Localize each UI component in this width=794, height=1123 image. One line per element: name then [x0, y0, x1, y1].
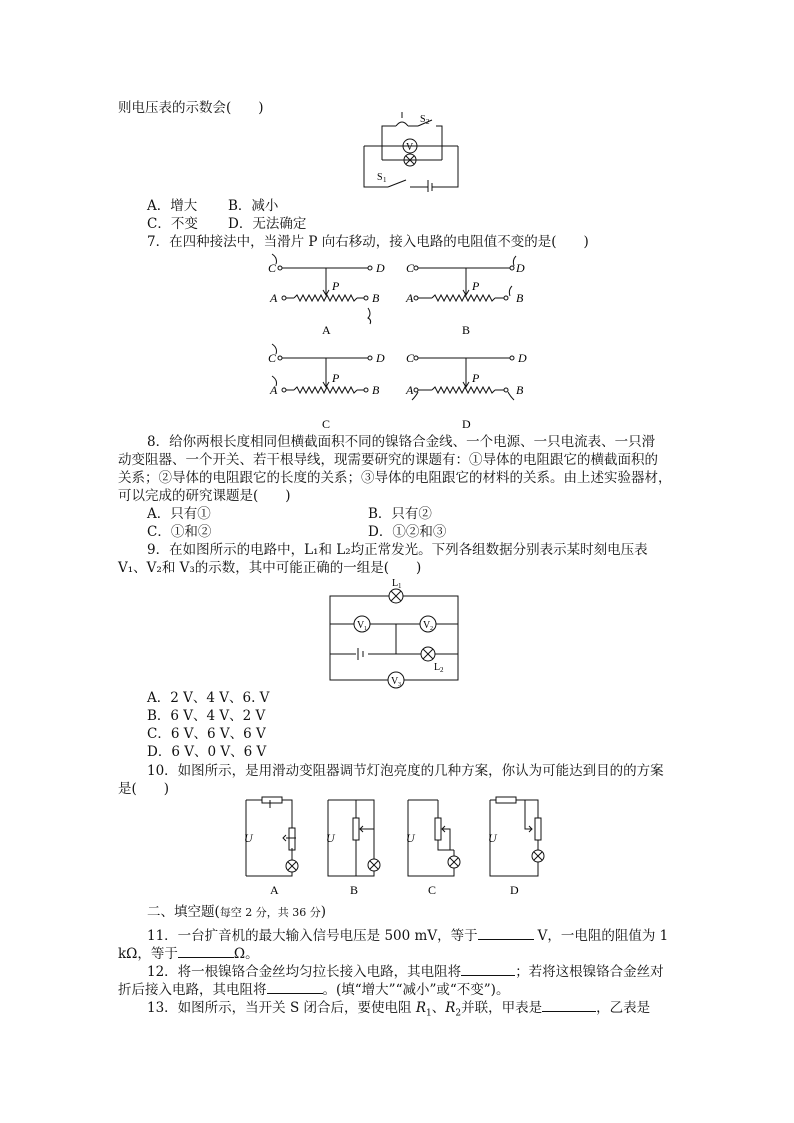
section-2-title: 二、填空题(	[147, 904, 220, 920]
q13-r1: R	[415, 1000, 426, 1016]
q9-l2-label: L	[434, 662, 441, 673]
q8-line-1: 8．给你两根长度相同但横截面积不同的镍铬合金线、一个电源、一只电流表、一只滑	[147, 434, 656, 450]
q13-r1-subscript: 1	[425, 1008, 432, 1019]
q12-line-2	[118, 979, 509, 999]
q11-text-c: kΩ，等于	[118, 946, 178, 962]
q10-caption-b: B	[350, 883, 359, 897]
q7-rheostat-diagrams	[264, 250, 534, 432]
q10-a-voltage-u: U	[244, 831, 253, 845]
q6-voltmeter-label: V	[406, 142, 414, 153]
q9-circuit-diagram	[326, 574, 466, 692]
q8-option-a: A．只有①	[147, 506, 211, 522]
q9-v3-subscript: 3	[398, 682, 401, 688]
q9-option-d: D．6 V、0 V、6 V	[147, 744, 267, 760]
q7-a-slider-p: P	[332, 279, 340, 293]
q7-b-terminal-a: A	[406, 291, 414, 305]
q7-d-terminal-c: C	[406, 351, 415, 365]
q9-option-c: C．6 V、6 V、6 V	[147, 726, 266, 742]
q13-line-1	[147, 997, 650, 1023]
q10-circuit-diagrams	[240, 794, 560, 898]
q8-line-4: 可以完成的研究课题是( )	[118, 488, 291, 504]
q6-s1-label: S	[377, 172, 383, 183]
q6-option-d: D．无法确定	[228, 216, 307, 232]
q12-blank-1[interactable]	[461, 961, 515, 976]
q8-line-3: 关系；②导体的电阻跟它的长度的关系；③导体的电阻跟它的材料的关系。由上述实验器材，	[118, 470, 672, 486]
q12-blank-2[interactable]	[267, 979, 323, 994]
q7-d-terminal-d: D	[518, 351, 527, 365]
q6-option-c: C．不变	[147, 216, 198, 232]
section-2-heading	[147, 903, 326, 922]
q7-c-terminal-a: A	[270, 383, 278, 397]
q6-option-b: B．减小	[228, 198, 279, 214]
q7-d-terminal-a: A	[406, 383, 414, 397]
q7-a-terminal-b: B	[372, 291, 380, 305]
q9-v3-label: V	[391, 676, 399, 687]
q9-option-b: B．6 V、4 V、2 V	[147, 708, 266, 724]
q9-v2-subscript: 2	[430, 626, 433, 632]
q6-s2-subscript: 2	[426, 118, 430, 126]
q13-text-c: ，乙表是	[596, 1000, 651, 1016]
q8-option-b: B．只有②	[368, 506, 432, 522]
q7-c-slider-p: P	[332, 371, 340, 385]
q7-c-terminal-b: B	[372, 383, 380, 397]
q9-v2-label: V	[423, 620, 431, 631]
q7-caption-d: D	[462, 417, 471, 431]
q9-l2-subscript: 2	[440, 666, 444, 674]
q13-separator: 、	[431, 1000, 446, 1016]
q9-l1-label: L	[392, 578, 399, 589]
q6-circuit-diagram	[360, 112, 464, 192]
q11-blank-2[interactable]	[178, 943, 234, 958]
q6-s1-subscript: 1	[383, 176, 387, 184]
q10-b-voltage-u: U	[326, 831, 335, 845]
q11-line-1	[147, 925, 668, 945]
q6-s2-label: S	[420, 114, 426, 125]
q6-question-tail: 则电压表的示数会( )	[118, 100, 264, 116]
q8-option-c: C．①和②	[147, 524, 212, 540]
q7-caption-b: B	[462, 323, 471, 337]
q7-question: 7．在四种接法中，当滑片 P 向右移动，接入电路的电阻值不变的是( )	[147, 234, 589, 250]
q11-text-a: 11．一台扩音机的最大输入信号电压是 500 mV，等于	[147, 928, 478, 944]
q10-c-voltage-u: U	[406, 831, 415, 845]
section-2-close-paren: )	[320, 904, 327, 920]
q12-text-d: 。(填“增大”“减小”或“不变”)。	[322, 982, 510, 998]
q13-r2-subscript: 2	[455, 1008, 462, 1019]
q10-caption-a: A	[270, 883, 279, 897]
q13-text-a: 13．如图所示，当开关 S 闭合后，要使电阻	[147, 1000, 416, 1016]
q11-text-d: Ω。	[233, 946, 259, 962]
q7-a-terminal-c: C	[268, 261, 277, 275]
q7-b-slider-p: P	[472, 279, 480, 293]
q12-text-a: 12．将一根镍铬合金丝均匀拉长接入电路，其电阻将	[147, 964, 462, 980]
q13-r2: R	[445, 1000, 456, 1016]
q11-blank-1[interactable]	[478, 925, 534, 940]
q7-c-terminal-d: D	[376, 351, 385, 365]
q7-d-terminal-b: B	[516, 383, 524, 397]
q10-caption-d: D	[510, 883, 519, 897]
q10-caption-c: C	[428, 883, 437, 897]
q11-text-b: V，一电阻的阻值为 1	[537, 928, 669, 944]
q12-text-b: ；若将这根镍铬合金丝对	[515, 964, 664, 980]
q7-b-terminal-c: C	[406, 261, 415, 275]
q9-line-1: 9．在如图所示的电路中，L₁和 L₂均正常发光。下列各组数据分别表示某时刻电压表	[147, 542, 648, 558]
q7-c-terminal-c: C	[268, 351, 277, 365]
q10-line-2: 是( )	[118, 781, 170, 797]
q7-b-terminal-d: D	[516, 261, 525, 275]
q9-line-2: V₁、V₂和 V₃的示数，其中可能正确的一组是( )	[118, 560, 422, 576]
q7-caption-a: A	[322, 323, 331, 337]
q7-a-terminal-a: A	[270, 291, 278, 305]
q7-d-slider-p: P	[472, 371, 480, 385]
q8-option-d: D．①②和③	[368, 524, 447, 540]
q12-text-c: 折后接入电路，其电阻将	[118, 982, 267, 998]
q7-caption-c: C	[322, 417, 331, 431]
q7-b-terminal-b: B	[516, 291, 524, 305]
q11-line-2	[118, 943, 259, 963]
q8-line-2: 动变阻器、一个开关、若干根导线，现需要研究的课题有：①导体的电阻跟它的横截面积的	[118, 452, 658, 468]
q7-a-terminal-d: D	[376, 261, 385, 275]
q12-line-1	[147, 961, 664, 981]
q6-option-a: A．增大	[147, 198, 198, 214]
q13-blank-1[interactable]	[542, 997, 596, 1012]
q9-l1-subscript: 1	[398, 582, 402, 590]
q9-v1-subscript: 1	[364, 626, 367, 632]
q10-d-voltage-u: U	[488, 831, 497, 845]
q10-line-1: 10．如图所示，是用滑动变阻器调节灯泡亮度的几种方案，你认为可能达到目的的方案	[147, 763, 664, 779]
q9-v1-label: V	[357, 620, 365, 631]
q9-option-a: A．2 V、4 V、6. V	[147, 690, 270, 706]
section-2-scoring: 每空 2 分，共 36 分	[219, 906, 321, 919]
q13-text-b: 并联，甲表是	[461, 1000, 543, 1016]
